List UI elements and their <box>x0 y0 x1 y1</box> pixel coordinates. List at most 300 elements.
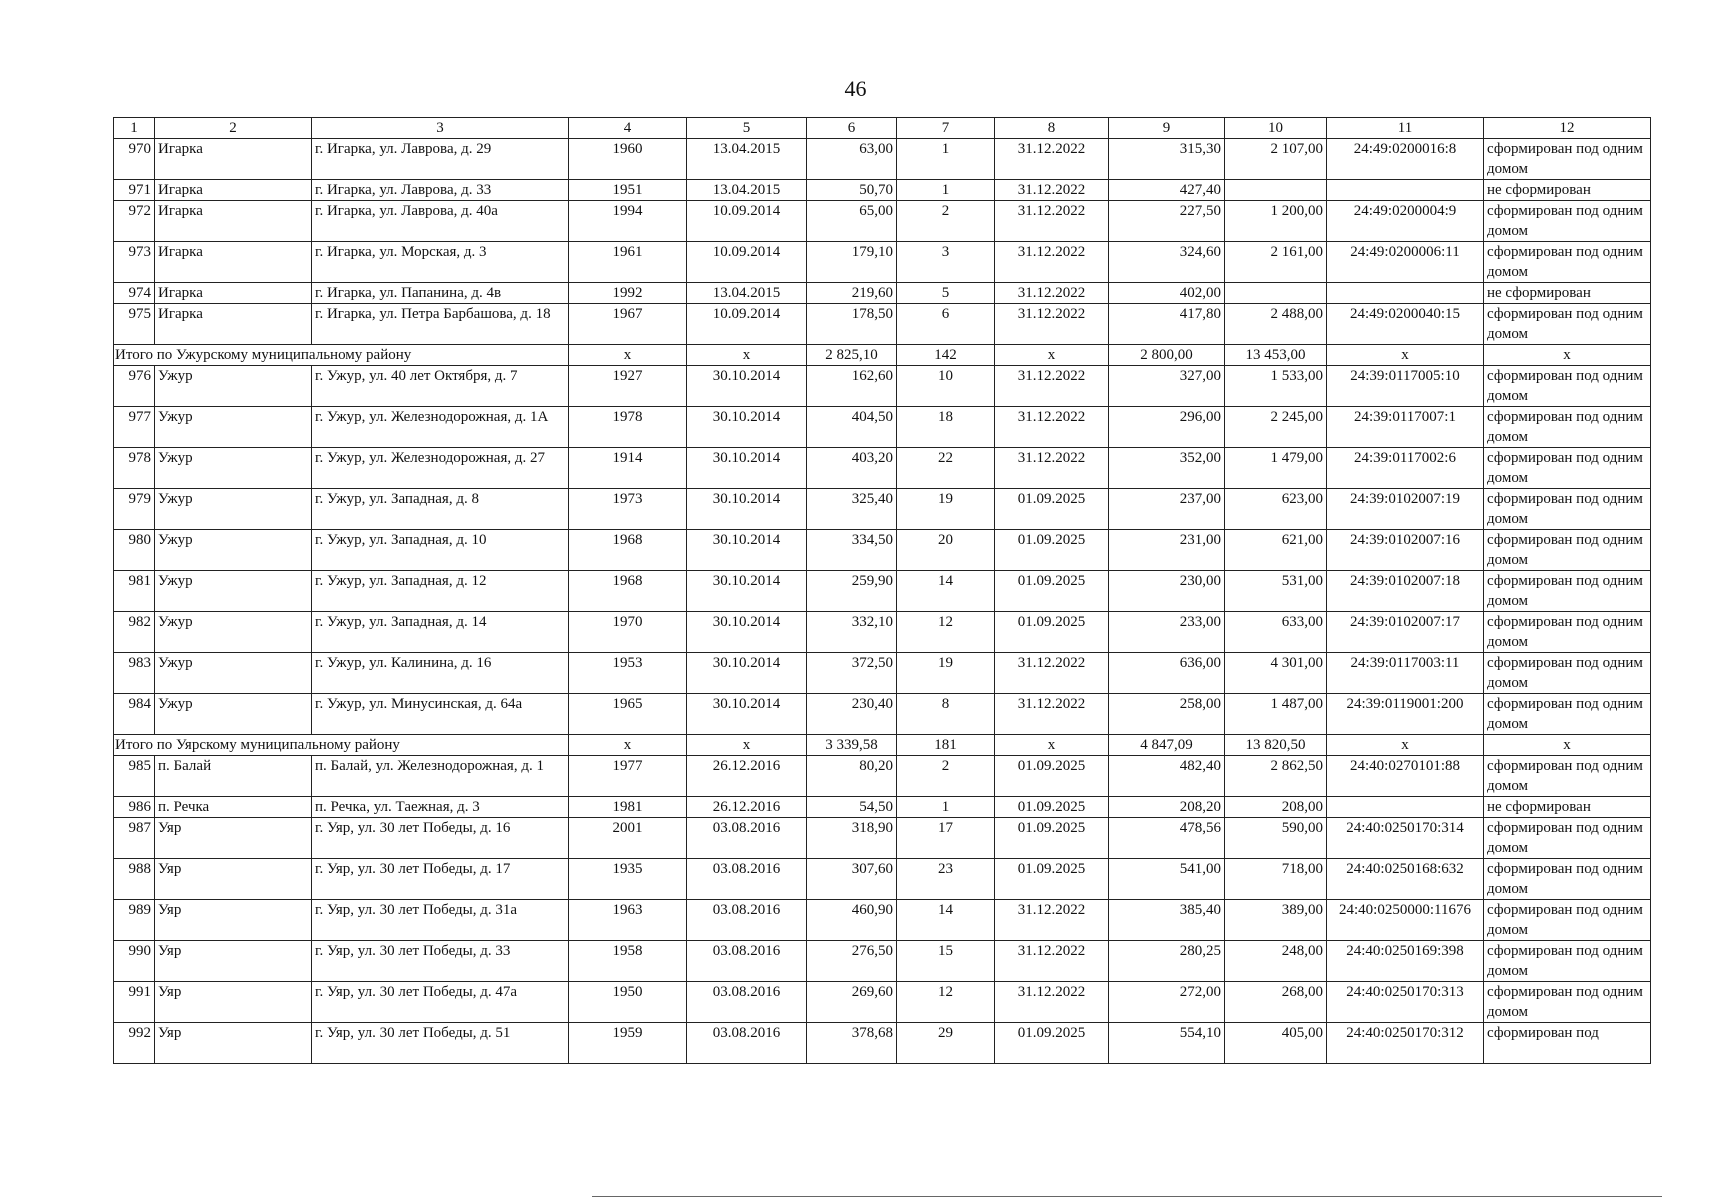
land-status-cell: сформирован под одним домом <box>1484 900 1651 941</box>
cadastral-number-cell: 24:39:0117003:11 <box>1327 653 1484 694</box>
residents-cell: 20 <box>897 530 995 571</box>
row-number-cell: 976 <box>114 366 155 407</box>
area-cell: 325,40 <box>807 489 897 530</box>
table-header-row <box>114 118 1651 139</box>
cadastral-number-cell: 24:39:0119001:200 <box>1327 694 1484 735</box>
cadastral-number-cell: 24:40:0250170:313 <box>1327 982 1484 1023</box>
address-cell: г. Ужур, ул. Калинина, д. 16 <box>312 653 569 694</box>
date-cell: 03.08.2016 <box>687 859 807 900</box>
housing-registry-table <box>113 117 1651 1064</box>
date-cell: 26.12.2016 <box>687 756 807 797</box>
row-number-cell: 985 <box>114 756 155 797</box>
date-cell: 30.10.2014 <box>687 366 807 407</box>
land-status-cell: сформирован под одним домом <box>1484 304 1651 345</box>
settlement-cell: Игарка <box>155 283 312 304</box>
land-area-cell: 2 245,00 <box>1225 407 1327 448</box>
settlement-cell: Ужур <box>155 366 312 407</box>
date-cell: 30.10.2014 <box>687 612 807 653</box>
area-cell: 276,50 <box>807 941 897 982</box>
deadline-cell: 31.12.2022 <box>995 180 1109 201</box>
subtotal-cell: 2 825,10 <box>807 345 897 366</box>
land-area-cell: 633,00 <box>1225 612 1327 653</box>
residents-cell: 1 <box>897 139 995 180</box>
column-header: 6 <box>807 118 897 139</box>
land-status-cell: сформирован под одним домом <box>1484 242 1651 283</box>
address-cell: г. Ужур, ул. Западная, д. 8 <box>312 489 569 530</box>
subtotal-cell: 142 <box>897 345 995 366</box>
land-status-cell: сформирован под одним домом <box>1484 366 1651 407</box>
deadline-cell: 31.12.2022 <box>995 407 1109 448</box>
cadastral-number-cell: 24:39:0117005:10 <box>1327 366 1484 407</box>
address-cell: г. Игарка, ул. Папанина, д. 4в <box>312 283 569 304</box>
table-row <box>114 180 1651 201</box>
subtotal-cell: 2 800,00 <box>1109 345 1225 366</box>
row-number-cell: 981 <box>114 571 155 612</box>
settlement-cell: Игарка <box>155 242 312 283</box>
column-header: 12 <box>1484 118 1651 139</box>
column-header: 10 <box>1225 118 1327 139</box>
land-area-cell: 405,00 <box>1225 1023 1327 1064</box>
address-cell: г. Ужур, ул. Западная, д. 14 <box>312 612 569 653</box>
year-cell: 1951 <box>569 180 687 201</box>
residents-cell: 29 <box>897 1023 995 1064</box>
date-cell: 03.08.2016 <box>687 1023 807 1064</box>
row-number-cell: 984 <box>114 694 155 735</box>
address-cell: г. Игарка, ул. Лаврова, д. 33 <box>312 180 569 201</box>
settlement-cell: Ужур <box>155 612 312 653</box>
land-status-cell: не сформирован <box>1484 797 1651 818</box>
subtotal-cell: х <box>1484 345 1651 366</box>
deadline-cell: 01.09.2025 <box>995 818 1109 859</box>
date-cell: 30.10.2014 <box>687 448 807 489</box>
land-status-cell: сформирован под одним домом <box>1484 448 1651 489</box>
deadline-cell: 01.09.2025 <box>995 859 1109 900</box>
cadastral-number-cell: 24:40:0250000:11676 <box>1327 900 1484 941</box>
table-row <box>114 653 1651 694</box>
table-row <box>114 530 1651 571</box>
area-cell: 54,50 <box>807 797 897 818</box>
value-cell: 554,10 <box>1109 1023 1225 1064</box>
year-cell: 1967 <box>569 304 687 345</box>
deadline-cell: 01.09.2025 <box>995 530 1109 571</box>
value-cell: 230,00 <box>1109 571 1225 612</box>
year-cell: 1992 <box>569 283 687 304</box>
deadline-cell: 01.09.2025 <box>995 756 1109 797</box>
year-cell: 1914 <box>569 448 687 489</box>
table-row <box>114 201 1651 242</box>
address-cell: г. Уяр, ул. 30 лет Победы, д. 47а <box>312 982 569 1023</box>
land-status-cell: сформирован под одним домом <box>1484 756 1651 797</box>
area-cell: 334,50 <box>807 530 897 571</box>
address-cell: г. Уяр, ул. 30 лет Победы, д. 51 <box>312 1023 569 1064</box>
address-cell: г. Игарка, ул. Лаврова, д. 40а <box>312 201 569 242</box>
land-area-cell: 268,00 <box>1225 982 1327 1023</box>
deadline-cell: 01.09.2025 <box>995 489 1109 530</box>
year-cell: 1978 <box>569 407 687 448</box>
land-area-cell: 623,00 <box>1225 489 1327 530</box>
residents-cell: 6 <box>897 304 995 345</box>
settlement-cell: Игарка <box>155 304 312 345</box>
residents-cell: 2 <box>897 756 995 797</box>
cadastral-number-cell: 24:39:0117002:6 <box>1327 448 1484 489</box>
subtotal-cell: 13 453,00 <box>1225 345 1327 366</box>
year-cell: 1973 <box>569 489 687 530</box>
land-area-cell: 2 161,00 <box>1225 242 1327 283</box>
settlement-cell: Игарка <box>155 180 312 201</box>
area-cell: 162,60 <box>807 366 897 407</box>
land-status-cell: сформирован под одним домом <box>1484 530 1651 571</box>
land-status-cell: сформирован под одним домом <box>1484 489 1651 530</box>
value-cell: 352,00 <box>1109 448 1225 489</box>
residents-cell: 1 <box>897 797 995 818</box>
address-cell: г. Ужур, ул. Минусинская, д. 64а <box>312 694 569 735</box>
deadline-cell: 31.12.2022 <box>995 283 1109 304</box>
year-cell: 1953 <box>569 653 687 694</box>
row-number-cell: 975 <box>114 304 155 345</box>
column-header: 5 <box>687 118 807 139</box>
land-status-cell: сформирован под <box>1484 1023 1651 1064</box>
year-cell: 1968 <box>569 571 687 612</box>
settlement-cell: Ужур <box>155 489 312 530</box>
table-row <box>114 489 1651 530</box>
area-cell: 259,90 <box>807 571 897 612</box>
value-cell: 636,00 <box>1109 653 1225 694</box>
year-cell: 1963 <box>569 900 687 941</box>
residents-cell: 19 <box>897 653 995 694</box>
deadline-cell: 31.12.2022 <box>995 982 1109 1023</box>
date-cell: 30.10.2014 <box>687 653 807 694</box>
subtotal-row <box>114 735 1651 756</box>
year-cell: 1960 <box>569 139 687 180</box>
area-cell: 318,90 <box>807 818 897 859</box>
table-row <box>114 242 1651 283</box>
year-cell: 1977 <box>569 756 687 797</box>
value-cell: 258,00 <box>1109 694 1225 735</box>
date-cell: 03.08.2016 <box>687 900 807 941</box>
subtotal-label: Итого по Ужурскому муниципальному району <box>114 345 569 366</box>
residents-cell: 3 <box>897 242 995 283</box>
area-cell: 269,60 <box>807 982 897 1023</box>
subtotal-cell: 3 339,58 <box>807 735 897 756</box>
subtotal-cell: х <box>569 345 687 366</box>
deadline-cell: 31.12.2022 <box>995 201 1109 242</box>
deadline-cell: 31.12.2022 <box>995 694 1109 735</box>
date-cell: 03.08.2016 <box>687 982 807 1023</box>
column-header: 3 <box>312 118 569 139</box>
land-area-cell: 248,00 <box>1225 941 1327 982</box>
address-cell: г. Ужур, ул. 40 лет Октября, д. 7 <box>312 366 569 407</box>
year-cell: 1981 <box>569 797 687 818</box>
land-status-cell: не сформирован <box>1484 283 1651 304</box>
cadastral-number-cell: 24:49:0200040:15 <box>1327 304 1484 345</box>
address-cell: г. Уяр, ул. 30 лет Победы, д. 33 <box>312 941 569 982</box>
cadastral-number-cell: 24:39:0102007:19 <box>1327 489 1484 530</box>
year-cell: 1950 <box>569 982 687 1023</box>
land-status-cell: сформирован под одним домом <box>1484 139 1651 180</box>
table-body <box>114 139 1651 1064</box>
residents-cell: 2 <box>897 201 995 242</box>
date-cell: 30.10.2014 <box>687 489 807 530</box>
value-cell: 417,80 <box>1109 304 1225 345</box>
row-number-cell: 987 <box>114 818 155 859</box>
land-area-cell: 2 862,50 <box>1225 756 1327 797</box>
table-row <box>114 941 1651 982</box>
value-cell: 482,40 <box>1109 756 1225 797</box>
value-cell: 296,00 <box>1109 407 1225 448</box>
land-area-cell: 1 479,00 <box>1225 448 1327 489</box>
column-header: 7 <box>897 118 995 139</box>
subtotal-cell: х <box>995 345 1109 366</box>
deadline-cell: 31.12.2022 <box>995 242 1109 283</box>
table-row <box>114 407 1651 448</box>
table-row <box>114 1023 1651 1064</box>
row-number-cell: 980 <box>114 530 155 571</box>
year-cell: 1965 <box>569 694 687 735</box>
area-cell: 179,10 <box>807 242 897 283</box>
settlement-cell: Ужур <box>155 571 312 612</box>
value-cell: 541,00 <box>1109 859 1225 900</box>
subtotal-cell: х <box>687 735 807 756</box>
subtotal-label: Итого по Уярскому муниципальному району <box>114 735 569 756</box>
row-number-cell: 978 <box>114 448 155 489</box>
land-area-cell: 389,00 <box>1225 900 1327 941</box>
address-cell: п. Речка, ул. Таежная, д. 3 <box>312 797 569 818</box>
table-row <box>114 448 1651 489</box>
table-row <box>114 139 1651 180</box>
land-area-cell: 621,00 <box>1225 530 1327 571</box>
residents-cell: 14 <box>897 571 995 612</box>
date-cell: 30.10.2014 <box>687 407 807 448</box>
bottom-rule <box>592 1196 1662 1197</box>
value-cell: 237,00 <box>1109 489 1225 530</box>
settlement-cell: Ужур <box>155 694 312 735</box>
subtotal-cell: х <box>1484 735 1651 756</box>
cadastral-number-cell: 24:49:0200004:9 <box>1327 201 1484 242</box>
address-cell: г. Ужур, ул. Железнодорожная, д. 1А <box>312 407 569 448</box>
value-cell: 272,00 <box>1109 982 1225 1023</box>
date-cell: 03.08.2016 <box>687 941 807 982</box>
subtotal-cell: х <box>995 735 1109 756</box>
land-area-cell <box>1225 283 1327 304</box>
area-cell: 403,20 <box>807 448 897 489</box>
value-cell: 231,00 <box>1109 530 1225 571</box>
address-cell: г. Игарка, ул. Лаврова, д. 29 <box>312 139 569 180</box>
table-row <box>114 304 1651 345</box>
area-cell: 178,50 <box>807 304 897 345</box>
settlement-cell: Уяр <box>155 982 312 1023</box>
year-cell: 1935 <box>569 859 687 900</box>
value-cell: 227,50 <box>1109 201 1225 242</box>
residents-cell: 17 <box>897 818 995 859</box>
row-number-cell: 983 <box>114 653 155 694</box>
row-number-cell: 988 <box>114 859 155 900</box>
year-cell: 1994 <box>569 201 687 242</box>
cadastral-number-cell: 24:40:0270101:88 <box>1327 756 1484 797</box>
table-row <box>114 612 1651 653</box>
area-cell: 219,60 <box>807 283 897 304</box>
address-cell: г. Ужур, ул. Западная, д. 12 <box>312 571 569 612</box>
land-area-cell: 1 200,00 <box>1225 201 1327 242</box>
row-number-cell: 977 <box>114 407 155 448</box>
land-status-cell: сформирован под одним домом <box>1484 407 1651 448</box>
land-area-cell: 4 301,00 <box>1225 653 1327 694</box>
residents-cell: 22 <box>897 448 995 489</box>
settlement-cell: Ужур <box>155 448 312 489</box>
deadline-cell: 01.09.2025 <box>995 797 1109 818</box>
year-cell: 1970 <box>569 612 687 653</box>
deadline-cell: 01.09.2025 <box>995 612 1109 653</box>
cadastral-number-cell: 24:40:0250170:312 <box>1327 1023 1484 1064</box>
row-number-cell: 991 <box>114 982 155 1023</box>
value-cell: 315,30 <box>1109 139 1225 180</box>
year-cell: 1927 <box>569 366 687 407</box>
area-cell: 332,10 <box>807 612 897 653</box>
year-cell: 2001 <box>569 818 687 859</box>
settlement-cell: Уяр <box>155 900 312 941</box>
cadastral-number-cell: 24:40:0250169:398 <box>1327 941 1484 982</box>
year-cell: 1961 <box>569 242 687 283</box>
column-header: 11 <box>1327 118 1484 139</box>
land-area-cell: 2 107,00 <box>1225 139 1327 180</box>
settlement-cell: Игарка <box>155 139 312 180</box>
value-cell: 385,40 <box>1109 900 1225 941</box>
row-number-cell: 973 <box>114 242 155 283</box>
land-status-cell: сформирован под одним домом <box>1484 571 1651 612</box>
residents-cell: 10 <box>897 366 995 407</box>
row-number-cell: 992 <box>114 1023 155 1064</box>
land-area-cell: 531,00 <box>1225 571 1327 612</box>
table-row <box>114 818 1651 859</box>
residents-cell: 19 <box>897 489 995 530</box>
subtotal-cell: 13 820,50 <box>1225 735 1327 756</box>
area-cell: 307,60 <box>807 859 897 900</box>
cadastral-number-cell: 24:39:0117007:1 <box>1327 407 1484 448</box>
table-row <box>114 366 1651 407</box>
residents-cell: 23 <box>897 859 995 900</box>
value-cell: 478,56 <box>1109 818 1225 859</box>
date-cell: 13.04.2015 <box>687 180 807 201</box>
cadastral-number-cell <box>1327 797 1484 818</box>
deadline-cell: 01.09.2025 <box>995 571 1109 612</box>
value-cell: 427,40 <box>1109 180 1225 201</box>
date-cell: 10.09.2014 <box>687 201 807 242</box>
column-header: 4 <box>569 118 687 139</box>
table-row <box>114 982 1651 1023</box>
deadline-cell: 01.09.2025 <box>995 1023 1109 1064</box>
address-cell: г. Ужур, ул. Железнодорожная, д. 27 <box>312 448 569 489</box>
deadline-cell: 31.12.2022 <box>995 448 1109 489</box>
residents-cell: 8 <box>897 694 995 735</box>
table-row <box>114 859 1651 900</box>
cadastral-number-cell <box>1327 180 1484 201</box>
land-area-cell: 2 488,00 <box>1225 304 1327 345</box>
row-number-cell: 970 <box>114 139 155 180</box>
date-cell: 10.09.2014 <box>687 304 807 345</box>
land-status-cell: сформирован под одним домом <box>1484 612 1651 653</box>
area-cell: 460,90 <box>807 900 897 941</box>
land-area-cell: 590,00 <box>1225 818 1327 859</box>
address-cell: г. Уяр, ул. 30 лет Победы, д. 17 <box>312 859 569 900</box>
row-number-cell: 990 <box>114 941 155 982</box>
area-cell: 378,68 <box>807 1023 897 1064</box>
cadastral-number-cell: 24:49:0200016:8 <box>1327 139 1484 180</box>
settlement-cell: Ужур <box>155 530 312 571</box>
settlement-cell: Уяр <box>155 859 312 900</box>
settlement-cell: Уяр <box>155 941 312 982</box>
row-number-cell: 972 <box>114 201 155 242</box>
subtotal-cell: х <box>687 345 807 366</box>
settlement-cell: Уяр <box>155 818 312 859</box>
table-row <box>114 797 1651 818</box>
row-number-cell: 971 <box>114 180 155 201</box>
date-cell: 10.09.2014 <box>687 242 807 283</box>
address-cell: г. Игарка, ул. Петра Барбашова, д. 18 <box>312 304 569 345</box>
area-cell: 50,70 <box>807 180 897 201</box>
value-cell: 324,60 <box>1109 242 1225 283</box>
subtotal-row <box>114 345 1651 366</box>
land-status-cell: сформирован под одним домом <box>1484 201 1651 242</box>
settlement-cell: п. Речка <box>155 797 312 818</box>
value-cell: 233,00 <box>1109 612 1225 653</box>
cadastral-number-cell: 24:49:0200006:11 <box>1327 242 1484 283</box>
column-header: 2 <box>155 118 312 139</box>
deadline-cell: 31.12.2022 <box>995 139 1109 180</box>
column-header: 9 <box>1109 118 1225 139</box>
residents-cell: 12 <box>897 982 995 1023</box>
cadastral-number-cell: 24:40:0250170:314 <box>1327 818 1484 859</box>
column-header: 1 <box>114 118 155 139</box>
table-row <box>114 756 1651 797</box>
deadline-cell: 31.12.2022 <box>995 366 1109 407</box>
value-cell: 402,00 <box>1109 283 1225 304</box>
date-cell: 30.10.2014 <box>687 694 807 735</box>
date-cell: 13.04.2015 <box>687 283 807 304</box>
cadastral-number-cell <box>1327 283 1484 304</box>
land-area-cell: 208,00 <box>1225 797 1327 818</box>
value-cell: 280,25 <box>1109 941 1225 982</box>
value-cell: 208,20 <box>1109 797 1225 818</box>
subtotal-cell: х <box>1327 345 1484 366</box>
land-area-cell: 1 487,00 <box>1225 694 1327 735</box>
cadastral-number-cell: 24:39:0102007:16 <box>1327 530 1484 571</box>
deadline-cell: 31.12.2022 <box>995 653 1109 694</box>
date-cell: 30.10.2014 <box>687 571 807 612</box>
land-status-cell: не сформирован <box>1484 180 1651 201</box>
cadastral-number-cell: 24:39:0102007:17 <box>1327 612 1484 653</box>
land-status-cell: сформирован под одним домом <box>1484 859 1651 900</box>
subtotal-cell: х <box>569 735 687 756</box>
area-cell: 65,00 <box>807 201 897 242</box>
table-row <box>114 900 1651 941</box>
area-cell: 80,20 <box>807 756 897 797</box>
subtotal-cell: х <box>1327 735 1484 756</box>
land-status-cell: сформирован под одним домом <box>1484 941 1651 982</box>
page-number: 46 <box>844 76 867 101</box>
residents-cell: 15 <box>897 941 995 982</box>
land-status-cell: сформирован под одним домом <box>1484 818 1651 859</box>
address-cell: г. Уяр, ул. 30 лет Победы, д. 31а <box>312 900 569 941</box>
residents-cell: 5 <box>897 283 995 304</box>
year-cell: 1959 <box>569 1023 687 1064</box>
row-number-cell: 979 <box>114 489 155 530</box>
residents-cell: 12 <box>897 612 995 653</box>
cadastral-number-cell: 24:39:0102007:18 <box>1327 571 1484 612</box>
date-cell: 26.12.2016 <box>687 797 807 818</box>
settlement-cell: Игарка <box>155 201 312 242</box>
land-area-cell: 1 533,00 <box>1225 366 1327 407</box>
date-cell: 30.10.2014 <box>687 530 807 571</box>
area-cell: 372,50 <box>807 653 897 694</box>
